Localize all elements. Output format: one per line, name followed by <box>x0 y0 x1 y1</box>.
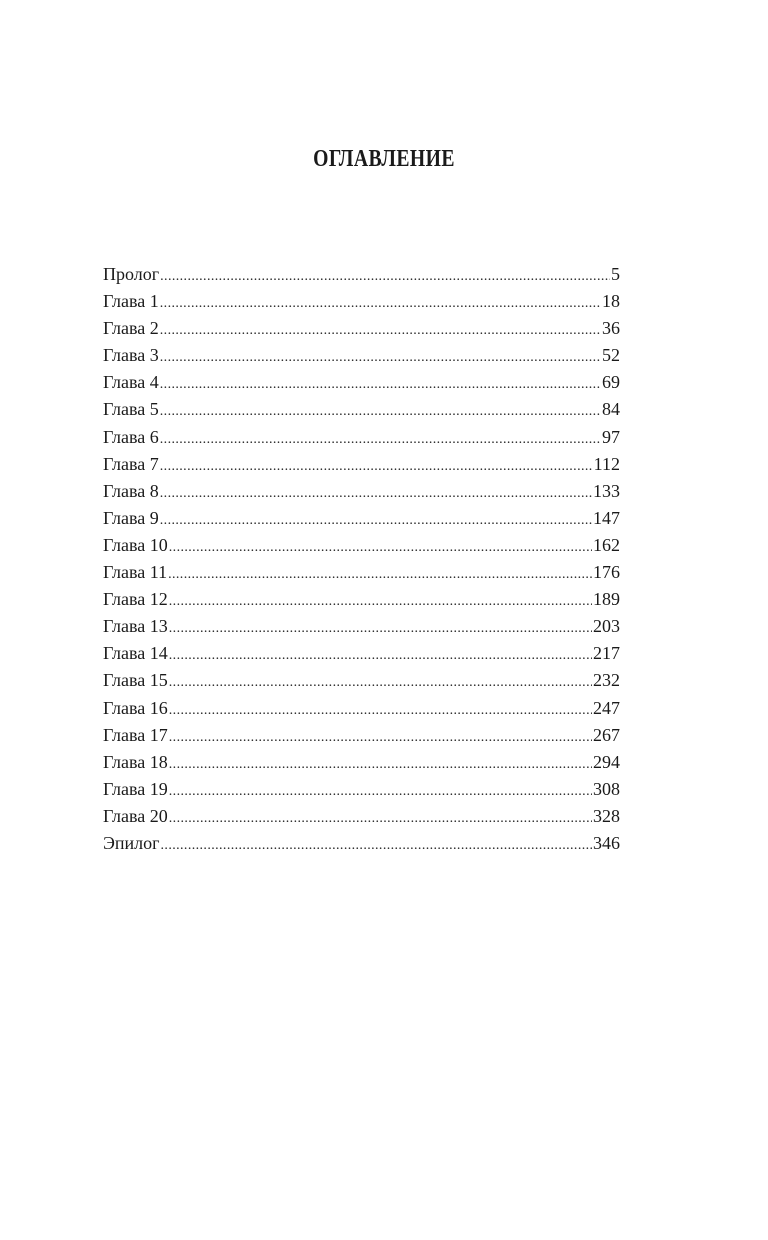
dot-leader <box>169 805 592 830</box>
toc-entry-title: Глава 16 <box>103 697 168 718</box>
toc-entry-title: Глава 17 <box>103 724 168 745</box>
toc-entry-page-number: 5 <box>611 264 620 284</box>
toc-entry-page-number: 52 <box>602 345 620 366</box>
dot-leader <box>160 453 593 478</box>
toc-entry-title: Глава 2 <box>103 318 159 339</box>
toc-entry-page-number: 112 <box>593 453 620 474</box>
toc-entry <box>103 667 620 694</box>
dot-leader <box>169 669 592 694</box>
dot-leader <box>160 507 592 532</box>
toc-entry-title: Глава 1 <box>103 291 159 312</box>
dot-leader <box>169 724 592 749</box>
dot-leader <box>169 534 592 559</box>
dot-leader <box>169 697 592 722</box>
toc-entry <box>103 640 620 667</box>
toc-entry <box>103 803 620 830</box>
toc-entry-page-number: 162 <box>593 534 620 555</box>
dot-leader <box>169 588 592 613</box>
dot-leader <box>160 317 601 342</box>
toc-entry-title: Глава 18 <box>103 751 168 772</box>
toc-entry-title: Глава 4 <box>103 372 159 393</box>
toc-entry-page-number: 147 <box>593 507 620 528</box>
toc-entry-page-number: 176 <box>593 562 620 583</box>
toc-entry-title: Глава 10 <box>103 534 168 555</box>
toc-entry-title: Глава 5 <box>103 399 159 420</box>
toc-entry-page-number: 133 <box>593 480 620 501</box>
toc-entry-title: Глава 20 <box>103 805 168 826</box>
toc-entry <box>103 776 620 803</box>
toc-entry-title: Пролог <box>103 264 160 284</box>
toc-entry-page-number: 328 <box>593 805 620 826</box>
toc-entry <box>103 396 620 423</box>
toc-entry <box>103 722 620 749</box>
dot-leader <box>169 615 592 640</box>
toc-entry <box>103 315 620 342</box>
toc-entry-page-number: 232 <box>593 670 620 691</box>
dot-leader <box>169 778 592 803</box>
toc-entry <box>103 424 620 451</box>
toc-entry <box>103 505 620 532</box>
toc-entry-page-number: 97 <box>602 426 620 447</box>
dot-leader <box>160 371 601 396</box>
toc-entry-page-number: 69 <box>602 372 620 393</box>
dot-leader <box>169 751 592 776</box>
toc-entry-page-number: 203 <box>593 616 620 637</box>
toc-entry-title: Глава 3 <box>103 345 159 366</box>
toc-entry-page-number: 308 <box>593 778 620 799</box>
dot-leader <box>160 344 601 369</box>
toc-entry-title: Глава 7 <box>103 453 159 474</box>
toc-entry <box>103 342 620 369</box>
toc-entry-page-number: 217 <box>593 643 620 664</box>
toc-entry-page-number: 36 <box>602 318 620 339</box>
toc-entry-page-number: 247 <box>593 697 620 718</box>
toc-entry-page-number: 84 <box>602 399 620 420</box>
toc-entry-title: Глава 8 <box>103 480 159 501</box>
dot-leader <box>160 480 592 505</box>
toc-entry <box>103 288 620 315</box>
toc-entry-title: Глава 12 <box>103 589 168 610</box>
toc-entry-page-number: 346 <box>593 832 620 853</box>
dot-leader <box>160 426 601 451</box>
toc-entry <box>103 532 620 559</box>
dot-leader <box>169 642 592 667</box>
toc-entry <box>103 261 620 288</box>
toc-entry-title: Эпилог <box>103 832 160 853</box>
toc-entry-title: Глава 19 <box>103 778 168 799</box>
page-title: ОГЛАВЛЕНИЕ <box>313 146 455 172</box>
toc-entry <box>103 586 620 613</box>
toc-entry <box>103 478 620 505</box>
dot-leader <box>161 832 592 857</box>
toc-entry <box>103 451 620 478</box>
dot-leader <box>160 290 601 315</box>
toc-entry <box>103 559 620 586</box>
toc-entry <box>103 613 620 640</box>
table-of-contents <box>103 261 620 857</box>
toc-entry-title: Глава 14 <box>103 643 168 664</box>
dot-leader <box>160 263 610 288</box>
toc-entry <box>103 369 620 396</box>
toc-entry <box>103 695 620 722</box>
toc-entry-page-number: 267 <box>593 724 620 745</box>
toc-entry <box>103 749 620 776</box>
toc-entry-page-number: 18 <box>602 291 620 312</box>
toc-entry-title: Глава 13 <box>103 616 168 637</box>
dot-leader <box>168 561 592 586</box>
toc-entry-page-number: 294 <box>593 751 620 772</box>
toc-entry <box>103 830 620 857</box>
toc-entry-page-number: 189 <box>593 589 620 610</box>
toc-entry-title: Глава 15 <box>103 670 168 691</box>
toc-entry-title: Глава 9 <box>103 507 159 528</box>
toc-entry-title: Глава 6 <box>103 426 159 447</box>
toc-entry-title: Глава 11 <box>103 562 168 583</box>
dot-leader <box>160 398 601 423</box>
